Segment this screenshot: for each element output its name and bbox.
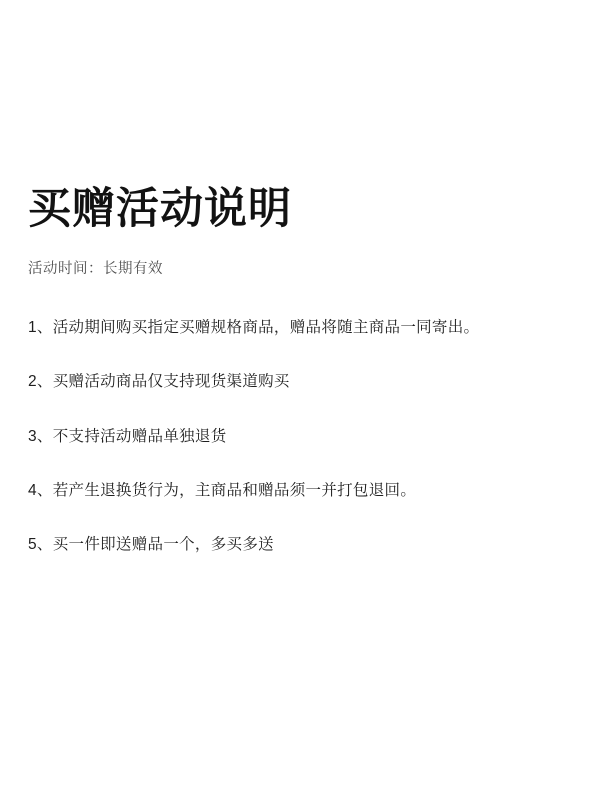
activity-period-label: 活动时间：长期有效 xyxy=(28,261,163,278)
list-item: 2、买赠活动商品仅支持现货渠道购买 xyxy=(28,373,290,391)
rules-list xyxy=(28,316,572,556)
list-item: 5、买一件即送赠品一个，多买多送 xyxy=(28,536,274,554)
page-title: 买赠活动说明 xyxy=(28,185,292,233)
list-item: 3、不支持活动赠品单独退货 xyxy=(28,427,227,445)
list-item: 4、若产生退换货行为，主商品和赠品须一并打包退回。 xyxy=(28,481,417,499)
list-item: 1、活动期间购买指定买赠规格商品，赠品将随主商品一同寄出。 xyxy=(28,319,480,337)
